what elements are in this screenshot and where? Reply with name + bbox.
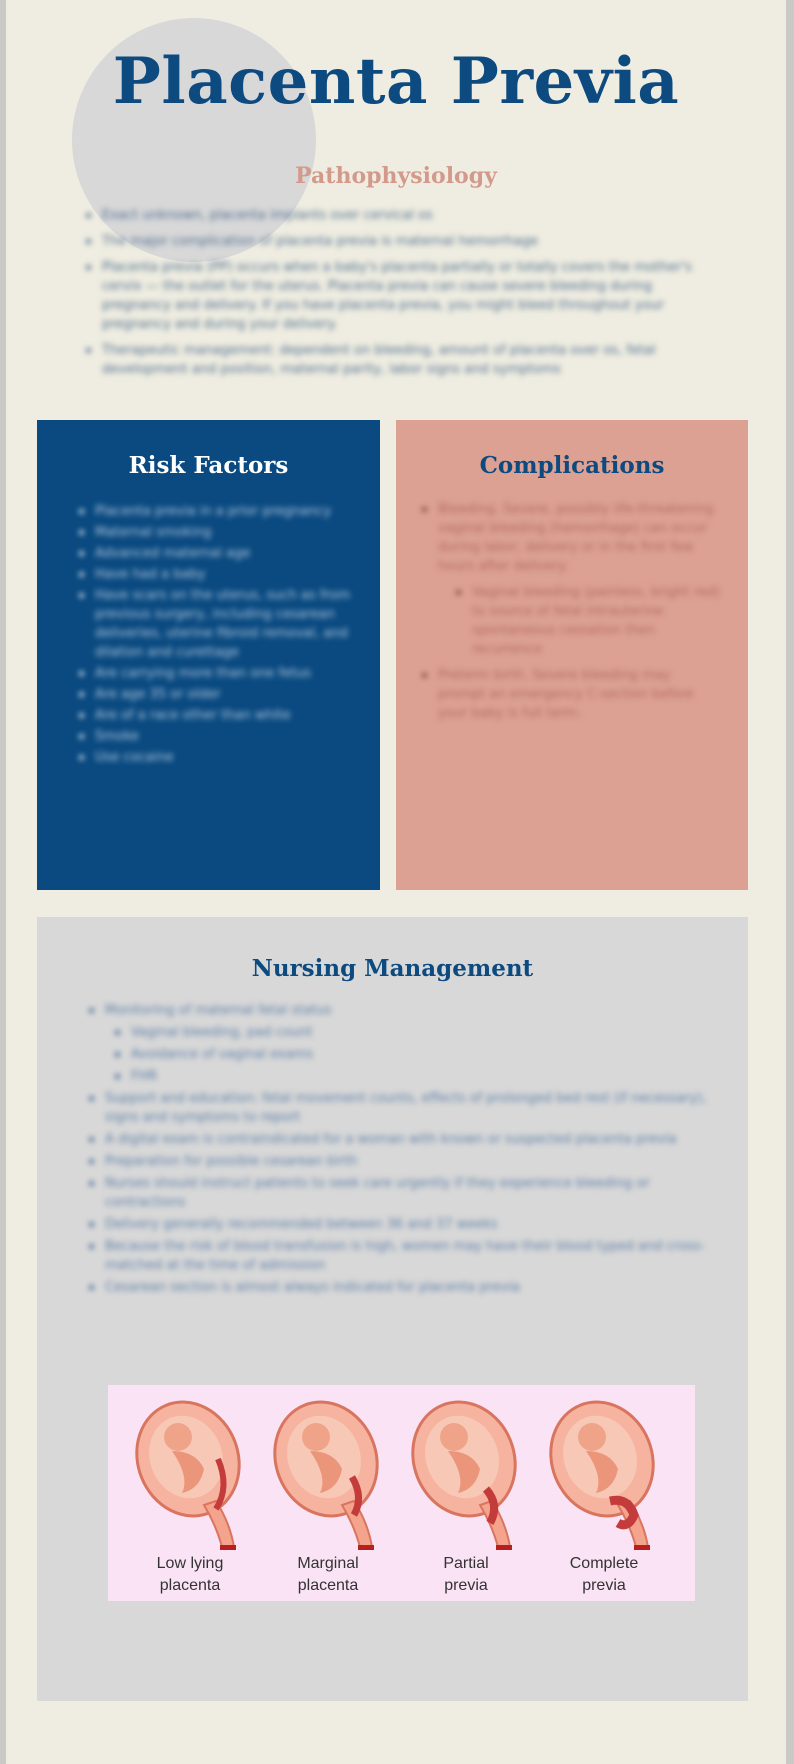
- stage-label: Marginal placenta: [297, 1555, 359, 1594]
- uterus-marginal-icon: [268, 1397, 388, 1557]
- risk-factors-panel: [37, 420, 380, 890]
- list-item: Monitoring of maternal fetal status: [87, 1001, 707, 1020]
- list-item: Bleeding. Severe, possibly life-threatening vaginal bleeding (hemorrhage) can occur during labor, delivery or in the first few hours after delivery.: [420, 500, 720, 576]
- list-item: Have scars on the uterus, such as from previous surgery, including cesarean deliveries, uterine fibroid removal, and dilation and curettage: [77, 586, 352, 662]
- poster-page: [6, 0, 786, 1764]
- list-item: The major complication of placenta previa is maternal hemorrhage: [84, 232, 704, 251]
- list-item: Placenta previa in a prior pregnancy: [77, 502, 352, 521]
- list-sub-item: Avoidance of vaginal exams: [113, 1045, 707, 1064]
- diagram-stage-low-lying: [130, 1397, 250, 1597]
- page-title: Placenta Previa: [112, 44, 680, 119]
- list-sub-item: FHR: [113, 1067, 707, 1086]
- list-item: Therapeutic management: dependent on bleeding, amount of placenta over os, fetal development and position, maternal parity, labor signs and symptoms: [84, 341, 704, 379]
- list-item: Placenta previa (PP) occurs when a baby's placenta partially or totally covers the mother's cervix — the outlet for the uterus. Placenta previa can cause severe bleeding during pregnancy and delivery. If you have placenta previa, you might bleed throughout your pregnancy and during your delivery.: [84, 258, 704, 334]
- complications-heading: Complications: [479, 452, 665, 479]
- diagram-stage-partial: [406, 1397, 526, 1597]
- list-item: Use cocaine: [77, 748, 352, 767]
- list-item: Nurses should instruct patients to seek care urgently if they experience bleeding or contractions: [87, 1174, 707, 1212]
- placenta-previa-diagram: [108, 1385, 695, 1601]
- uterus-partial-icon: [406, 1397, 526, 1557]
- list-item: Preparation for possible cesarean birth: [87, 1152, 707, 1171]
- list-sub-item: Vaginal bleeding, pad count: [113, 1023, 707, 1042]
- list-item: Maternal smoking: [77, 523, 352, 542]
- list-item: Are carrying more than one fetus: [77, 664, 352, 683]
- list-item: Smoke: [77, 727, 352, 746]
- list-item: Delivery generally recommended between 36 and 37 weeks: [87, 1215, 707, 1234]
- nursing-management-list: [87, 1001, 707, 1300]
- list-item: A digital exam is contraindicated for a woman with known or suspected placenta previa: [87, 1130, 707, 1149]
- stage-label: Complete previa: [569, 1555, 639, 1594]
- risk-factors-list: [77, 502, 352, 769]
- list-item: Exact unknown, placenta implants over cervical os: [84, 206, 704, 225]
- pathophysiology-heading: Pathophysiology: [295, 163, 497, 189]
- diagram-stage-marginal: [268, 1397, 388, 1597]
- uterus-complete-icon: [544, 1397, 664, 1557]
- pathophysiology-list: [84, 206, 704, 386]
- risk-factors-heading: Risk Factors: [128, 452, 289, 479]
- uterus-low-lying-icon: [130, 1397, 250, 1557]
- diagram-stage-complete: [544, 1397, 664, 1597]
- list-item: Have had a baby: [77, 565, 352, 584]
- list-item: Are age 35 or older: [77, 685, 352, 704]
- list-sub-item: Vaginal bleeding (painless, bright red) to source of fetal intrauterine spontaneous cessation then recurrence: [454, 583, 720, 659]
- list-item: Cesarean section is almost always indicated for placenta previa: [87, 1278, 707, 1297]
- complications-list: [420, 500, 720, 730]
- list-item: Advanced maternal age: [77, 544, 352, 563]
- list-item: Because the risk of blood transfusion is high, women may have their blood typed and cross-matched at the time of admission: [87, 1237, 707, 1275]
- stage-label: Low lying placenta: [156, 1555, 224, 1594]
- list-item: Support and education: fetal movement counts, effects of prolonged bed rest (if necessary), signs and symptoms to report: [87, 1089, 707, 1127]
- list-item: Are of a race other than white: [77, 706, 352, 725]
- nursing-management-heading: Nursing Management: [251, 955, 534, 982]
- stage-label: Partial previa: [443, 1555, 489, 1594]
- nursing-management-panel: [37, 917, 748, 1701]
- complications-panel: [396, 420, 748, 890]
- list-item: Preterm birth. Severe bleeding may prompt an emergency C-section before your baby is full term.: [420, 666, 720, 723]
